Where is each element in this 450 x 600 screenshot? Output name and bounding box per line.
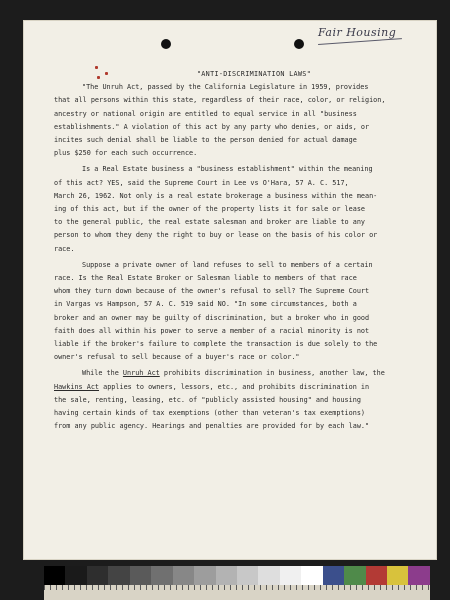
line-text: ancestry or national origin are entitled to equal service in all "business [54,109,357,118]
color-swatch [301,566,322,585]
color-swatch [151,566,172,585]
document-title: "ANTI-DISCRIMINATION LAWS" [196,70,312,78]
line-text: having certain kinds of tax exemptions (other than veteran's tax exemptions) [54,409,365,418]
text-line [54,285,422,298]
text-line [54,351,422,364]
line-text: Is a Real Estate business a "business establishment" within the meaning [82,165,373,174]
color-swatch [366,566,387,585]
document-lines [54,81,422,433]
line-text: incites such denial shall be liable to the person denied for actual damage [54,136,357,145]
text-line [54,394,422,407]
line-text: liable if the broker's failure to complete the transaction is due solely to the [54,340,378,349]
line-text: "The Unruh Act, passed by the California Legislature in 1959, provides [82,83,369,92]
line-text: in Vargas vs Hampson, 57 A. C. 519 said NO. "In some circumstances, both a [54,300,357,309]
punch-hole [161,39,171,49]
color-swatch [216,566,237,585]
color-swatch [173,566,194,585]
line-text: from any public agency. Hearings and penalties are provided for by each law." [54,422,370,431]
color-swatch [280,566,301,585]
document-page [23,20,437,560]
color-swatch [237,566,258,585]
color-swatch [130,566,151,585]
line-text: the sale, renting, leasing, etc. of "publicly assisted housing" and housing [54,395,361,404]
line-text: that all persons within this state, regardless of their race, color, or religion, [54,96,386,105]
line-text-rest: prohibits discrimination in business, another law, the [159,369,385,378]
text-line [54,298,422,311]
line-text: March 26, 1962. Not only is a real estate brokerage a business within the mean- [54,191,378,200]
line-text-rest: applies to owners, lessors, etc., and prohibits discrimination in [99,382,370,391]
color-swatch [258,566,279,585]
handwritten-note: Fair Housing [318,26,397,39]
line-text: While the [82,369,123,378]
color-swatch [344,566,365,585]
underlined-act-name: Hawkins Act [54,382,100,391]
line-text: ing of this act, but if the owner of the property lists it for sale or lease [54,205,365,214]
text-line [54,203,422,216]
text-line [54,243,422,256]
line-text: race. Is the Real Estate Broker or Salesman liable to members of that race [54,274,357,283]
color-swatch [387,566,408,585]
color-swatch [194,566,215,585]
line-text: race. [54,244,75,253]
text-line [54,381,422,394]
line-text: to the general public, the real estate salesman and broker are liable to any [54,218,365,227]
text-line [54,81,422,94]
color-swatch [87,566,108,585]
text-line [54,190,422,203]
text-line [54,338,422,351]
color-swatch [44,566,65,585]
text-line [54,94,422,107]
line-text: owner's refusal to sell because of a buyer's race or color." [54,353,300,362]
line-text: plus $250 for each such occurrence. [54,149,198,158]
line-text: broker and an owner may be guilty of discrimination, but a broker who in good [54,313,370,322]
line-text: person to whom they deny the right to buy or lease on the basis of his color or [54,231,378,240]
color-swatch [108,566,129,585]
line-text: of this act? YES, said the Supreme Court in Lee vs O'Hara, 57 A. C. 517, [54,178,349,187]
line-text: Suppose a private owner of land refuses to sell to members of a certain [82,260,373,269]
measurement-ruler [44,585,430,600]
text-line [54,229,422,242]
punch-hole [294,39,304,49]
text-line [54,147,422,160]
text-line [54,367,422,380]
text-line [54,272,422,285]
text-line [54,121,422,134]
text-line [54,134,422,147]
color-calibration-bar [44,566,430,585]
color-swatch [408,566,429,585]
text-line [54,259,422,272]
text-line [54,177,422,190]
text-line [54,420,422,433]
document-body [54,68,422,433]
text-line [54,108,422,121]
line-text: faith does all within his power to serve a member of a racial minority is not [54,326,370,335]
line-text: whom they turn down because of the owner's refusal to sell? The Supreme Court [54,287,370,296]
text-line [54,325,422,338]
text-line [54,216,422,229]
text-line [54,312,422,325]
text-line [54,407,422,420]
line-text: establishments." A violation of this act by any party who denies, or aids, or [54,122,370,131]
color-swatch [65,566,86,585]
text-line [54,163,422,176]
color-swatch [323,566,344,585]
underlined-act-name: Unruh Act [122,369,160,378]
